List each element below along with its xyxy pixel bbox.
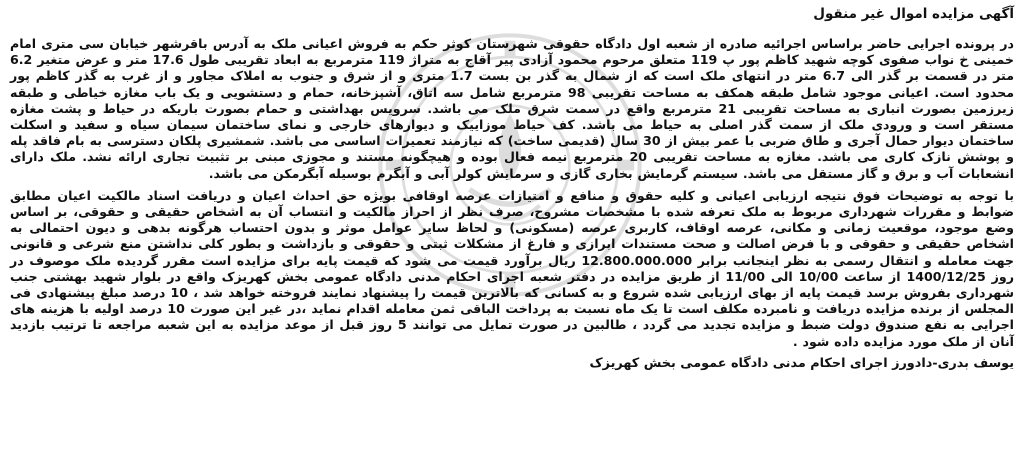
notice-signature: یوسف بدری-دادورز اجرای احکام مدنی دادگاه عمومی بخش کهریزک	[589, 355, 1014, 371]
notice-paragraph-property-description: در پرونده اجرایی حاضر براساس اجرائیه صادره از شعبه اول دادگاه حقوقی شهرستان کوثر حکم به فروش اعیانی ملک به آدرس باقرشهر خیابان سی متری امام خمینی خ نواب صفوی کوچه شهید کاظم پور پ 119 متعلق مرحوم محمود آزادی پیر آقاج به متراژ 119 مترمربع به ابعاد تقریبی طول 17.6 متر و عرض متغیر 6.2 متر در قسمت بر گذر الی 6.7 متر در انتهای ملک است که از شمال به گذر بن بست 1.7 متری و از شرق و جنوب به املاک مجاور و از غرب به گذر کاظم پور محدود است. اعیانی موجود شامل طبقه همکف به مساحت تقریبی 98 مترمربع شامل سه اتاق، آشپزخانه، حمام و دستشویی و یک باب مغازه خیاطی و طبقه زیرزمین بصورت انباری به مساحت تقریبی 21 مترمربع واقع در سمت شرق ملک می باشد. سرویس بهداشتی و حمام بصورت باریکه در حیاط و پشت مغازه مستقر است و ورودی ملک از سمت گذر اصلی به حیاط می باشد. کف حیاط موزاییک و دیوارهای خارجی و نمای ساختمان سیمان سیاه و سفید و اسکلت ساختمان دیوار حمال آجری و طاق ضربی با عمر بیش از 30 سال (قدیمی ساخت) که نیازمند تعمیرات اساسی می باشد. شمشیری پلکان دسترسی به بام فاقد پله و پوشش نازک کاری می باشد. مغازه به مساحت تقریبی 20 مترمربع نیمه فعال بوده و هیچگونه مستند و مجوزی مبنی بر تثبیت تجاری ارائه نشد. ملک دارای انشعابات آب و برق و گاز مستقل می باشد. سیستم گرمایش بخاری گازی و سرمایش کولر آبی و آبگرم بوسیله آبگرمکن می باشد.	[10, 36, 1014, 181]
notice-title: آگهی مزایده اموال غیر منقول	[813, 6, 1014, 22]
notice-paragraph-auction-terms: با توجه به توضیحات فوق نتیجه ارزیابی اعیانی و کلیه حقوق و منافع و امتیازات عرصه اوقافی بویژه حق احداث اعیان و دریافت اسناد مالکیت اعیان مطابق ضوابط و مقررات شهرداری مربوط به ملک تعرفه شده با مشخصات مشروح، صرف نظر از احراز مالکیت و انتساب آن به اشخاص حقیقی و حقوقی، بر اساس وضع موجود، موقعیت زمانی و مکانی، عرصه اوقاف، کاربری عرصه (مسکونی) و لحاظ سایر عوامل موثر و بدون احتساب هرگونه بدهی و دیون احتمالی به اشخاص حقیقی و حقوقی و با فرض اصالت و صحت مستندات ابرازی و فارغ از مشکلات ثبتی و حقوقی و بازداشت و بطور کلی نداشتن منع شرعی و قانونی جهت معامله و انتقال رسمی به نظر اینجانب برابر 12.800.000.000 ریال برآورد قیمت می شود که قیمت پایه برای مزایده است مقرر گردیده ملک موصوف در روز 1400/12/25 از ساعت 10/00 الی 11/00 از طریق مزایده در دفتر شعبه اجرای احکام مدنی دادگاه عمومی بخش کهریزک واقع در بلوار شهید بهشتی جنب شهرداری بفروش برسد قیمت پایه از بهای ارزیابی شده شروع و به کسانی که بالاترین قیمت را پیشنهاد نمایند فروخته خواهد شد ، 10 درصد مبلغ پیشنهادی فی المجلس از برنده مزایده دریافت و نامبرده مکلف است تا یک ماه نسبت به پرداخت الباقی ثمن معامله اقدام نماید ،در غیر این صورت 10 درصد اولیه با هزینه های اجرایی به نفع صندوق دولت ضبط و مزایده تجدید می گردد ، طالبین در صورت تمایل می توانند 5 روز قبل از موعد مزایده به این شعبه مراجعه تا ترتیب بازدید آنان از ملک مورد مزایده داده شود .	[10, 187, 1014, 349]
